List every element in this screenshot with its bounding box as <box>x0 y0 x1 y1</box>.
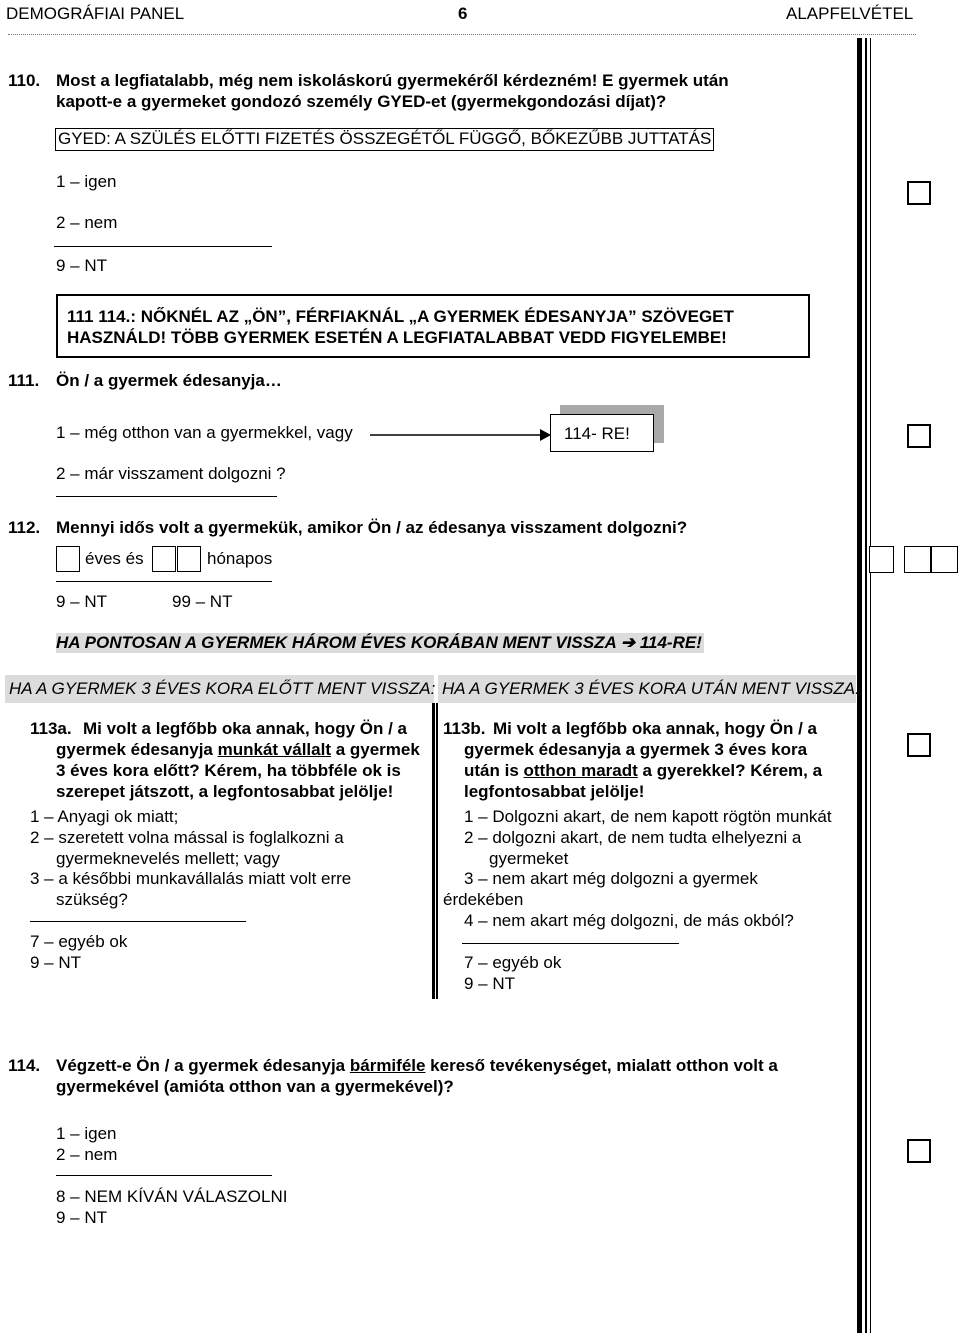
q113a-text-1: Mi volt a legfőbb oka annak, hogy Ön / a <box>83 719 407 738</box>
q112-instruction: HA PONTOSAN A GYERMEK HÁROM ÉVES KORÁBAN MENT VISSZA ➔ 114-RE! <box>56 633 702 652</box>
q114-option-1[interactable]: 1 – igen <box>56 1124 117 1143</box>
q110-option-2[interactable]: 2 – nem <box>56 213 118 232</box>
q110-option-9[interactable]: 9 – NT <box>56 256 108 275</box>
q112-years-answer-box[interactable] <box>869 546 894 573</box>
q113b-option-9[interactable]: 9 – NT <box>464 974 516 993</box>
q110-separator <box>54 246 272 247</box>
q114-number: 114. <box>8 1056 41 1075</box>
q113a-text-4: szerepet játszott, a legfontosabbat jelölje! <box>56 782 394 801</box>
q114-answer-box[interactable] <box>907 1139 931 1163</box>
q114-text-1: Végzett-e Ön / a gyermek édesanyja bármiféle kereső tevékenységet, mialatt otthon volt a <box>56 1056 778 1075</box>
q110-text-2: kapott-e a gyermeket gondozó személy GYED-et (gyermekgondozási díjat)? <box>56 92 667 111</box>
q113a-option-1[interactable]: 1 – Anyagi ok miatt; <box>30 807 179 826</box>
q113a-option-7[interactable]: 7 – egyéb ok <box>30 932 128 951</box>
q114-text-2: gyermekével (amióta otthon van a gyermekével)? <box>56 1077 454 1096</box>
q113b-text-4: legfontosabbat jelölje! <box>464 782 645 801</box>
instruction-111-line-1: 111 114.: NŐKNÉL AZ „ÖN”, FÉRFIAKNÁL „A GYERMEK ÉDESANYJA” SZÖVEGET <box>67 307 734 326</box>
q114-option-2[interactable]: 2 – nem <box>56 1145 118 1164</box>
q113a-option-9[interactable]: 9 – NT <box>30 953 82 972</box>
q113b-separator <box>462 943 679 944</box>
header-left: DEMOGRÁFIAI PANEL <box>6 4 185 23</box>
q113b-number: 113b. <box>443 719 486 738</box>
q113b-option-1[interactable]: 1 – Dolgozni akart, de nem kapott rögtön munkát <box>464 807 832 826</box>
q113a-text-2: gyermek édesanyja munkát vállalt a gyermek <box>56 740 420 759</box>
col-a-heading: HA A GYERMEK 3 ÉVES KORA ELŐTT MENT VISSZA: <box>5 675 434 703</box>
q114-option-8[interactable]: 8 – NEM KÍVÁN VÁLASZOLNI <box>56 1187 288 1206</box>
q112-number: 112. <box>8 518 41 537</box>
q113b-option-2-cont: gyermeket <box>489 849 569 868</box>
q113b-text-3: után is otthon maradt a gyerekkel? Kérem, a <box>464 761 823 780</box>
q111-option-2[interactable]: 2 – már visszament dolgozni ? <box>56 464 286 483</box>
years-input-box[interactable] <box>56 546 80 572</box>
q110-note: GYED: A SZÜLÉS ELŐTTI FIZETÉS ÖSSZEGÉTŐL FÜGGŐ, BŐKEZŰBB JUTTATÁS <box>55 128 714 151</box>
q112-text: Mennyi idős volt a gyermekük, amikor Ön / az édesanya visszament dolgozni? <box>56 518 688 537</box>
q114-option-9[interactable]: 9 – NT <box>56 1208 108 1227</box>
q111-option-1[interactable]: 1 – még otthon van a gyermekkel, vagy <box>56 423 353 442</box>
q113a-option-3-cont: szükség? <box>56 890 128 909</box>
q113b-option-3[interactable]: 3 – nem akart még dolgozni a gyermek <box>464 869 758 888</box>
q110-option-1[interactable]: 1 – igen <box>56 172 117 191</box>
q113a-text-3: 3 éves kora előtt? Kérem, ha többféle ok is <box>56 761 401 780</box>
page-number: 6 <box>458 4 468 23</box>
q113b-text-1: Mi volt a legfőbb oka annak, hogy Ön / a <box>493 719 817 738</box>
q113a-option-3[interactable]: 3 – a későbbi munkavállalás miatt volt erre <box>30 869 352 888</box>
q112-separator <box>56 581 272 582</box>
q110-answer-box[interactable] <box>907 181 931 205</box>
q112-nt-2[interactable]: 99 – NT <box>172 592 233 611</box>
months-input-box-1[interactable] <box>152 546 176 572</box>
margin-bar-3 <box>870 38 871 1333</box>
q111-separator <box>56 496 277 497</box>
q113b-option-7[interactable]: 7 – egyéb ok <box>464 953 562 972</box>
q113a-option-2[interactable]: 2 – szeretett volna mással is foglalkozni a <box>30 828 344 847</box>
q111-number: 111. <box>8 371 40 390</box>
margin-bar-2 <box>865 38 867 1333</box>
months-input-box-2[interactable] <box>177 546 201 572</box>
instruction-111-line-2: HASZNÁLD! TÖBB GYERMEK ESETÉN A LEGFIATALABBAT VEDD FIGYELEMBE! <box>67 328 727 347</box>
q113a-option-2-cont: gyermeknevelés mellett; vagy <box>56 849 280 868</box>
column-divider-2 <box>436 703 438 999</box>
q110-text-1: Most a legfiatalabb, még nem iskoláskorú gyermekéről kérdezném! E gyermek után <box>56 71 729 90</box>
q113b-option-2[interactable]: 2 – dolgozni akart, de nem tudta elhelyezni a <box>464 828 802 847</box>
q113b-text-2: gyermek édesanyja a gyermek 3 éves kora <box>464 740 808 759</box>
col-b-heading: HA A GYERMEK 3 ÉVES KORA UTÁN MENT VISSZA: <box>438 675 856 703</box>
q112-months-answer-box-2[interactable] <box>931 546 958 573</box>
q113-answer-box[interactable] <box>907 733 931 757</box>
q114-separator <box>56 1175 272 1176</box>
q111-text: Ön / a gyermek édesanyja… <box>56 371 282 390</box>
skip-114-label: 114- RE! <box>550 414 654 452</box>
skip-arrow-icon <box>370 424 552 444</box>
column-divider-1 <box>432 703 435 999</box>
q111-answer-box[interactable] <box>907 424 931 448</box>
q110-number: 110. <box>8 71 41 90</box>
q113a-separator <box>30 921 246 922</box>
q113b-option-4[interactable]: 4 – nem akart még dolgozni, de más okból? <box>464 911 794 930</box>
months-label: hónapos <box>207 549 273 568</box>
header-right: ALAPFELVÉTEL <box>786 4 914 23</box>
q112-nt-1[interactable]: 9 – NT <box>56 592 108 611</box>
header-divider <box>8 34 916 35</box>
arrow-right-icon: ➔ <box>620 633 636 652</box>
years-label: éves és <box>85 549 144 568</box>
q112-months-answer-box-1[interactable] <box>904 546 931 573</box>
q113b-option-3-cont: érdekében <box>443 890 524 909</box>
q113a-number: 113a. <box>30 719 72 738</box>
